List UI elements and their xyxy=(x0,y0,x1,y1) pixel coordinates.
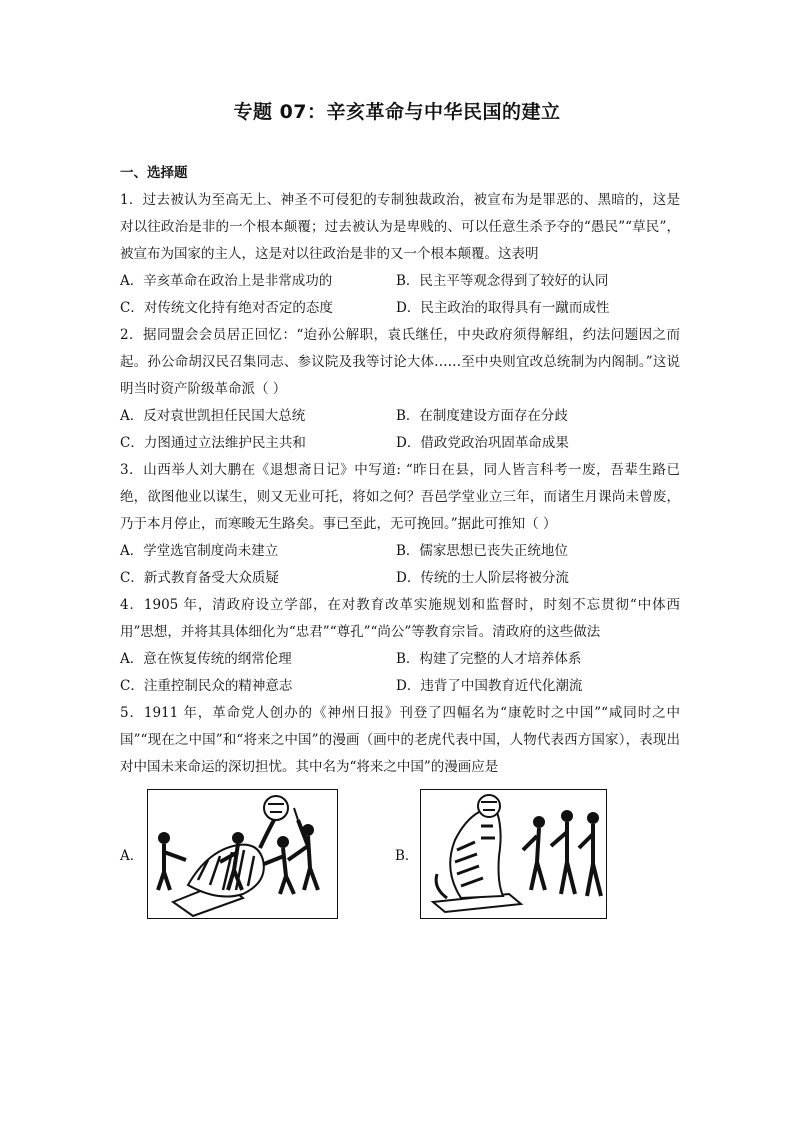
question-2 xyxy=(120,322,680,457)
question-3 xyxy=(120,457,680,592)
question-1 xyxy=(120,187,680,322)
option-b: B．民主平等观念得到了较好的认同 xyxy=(396,273,609,289)
option-group xyxy=(120,268,680,322)
option-b: B．儒家思想已丧失正统地位 xyxy=(396,543,568,559)
option-d: D．借政党政治巩固革命成果 xyxy=(396,435,569,451)
question-stem: 3．山西举人刘大鹏在《退想斋日记》中写道: “昨日在县，同人皆言科考一废，吾辈生路已绝，欲图他业以谋生，则又无业可托，将如之何？吾邑学堂业立三年，而诸生月课尚未曾废，乃于本月停止，而寒畯无生路矣。事已至此，无可挽回。”据此可推知（ ） xyxy=(120,462,680,532)
question-list xyxy=(120,160,680,945)
option-d: D．违背了中国教育近代化潮流 xyxy=(396,678,583,694)
figure-options xyxy=(120,785,680,945)
option-c: C．新式教育备受大众质疑 xyxy=(120,570,279,586)
option-c: C．注重控制民众的精神意志 xyxy=(120,678,293,694)
figure-label-a: A． xyxy=(120,848,144,864)
option-a: A．辛亥革命在政治上是非常成功的 xyxy=(120,273,333,289)
question-stem: 1．过去被认为至高无上、神圣不可侵犯的专制独裁政治，被宣布为是罪恶的、黑暗的，这是对以往政治是非的一个根本颠覆；过去被认为是卑贱的、可以任意生杀予夺的“愚民”“草民”，被宣布为国家的主人，这是对以往政治是非的又一个根本颠覆。这表明 xyxy=(120,192,680,262)
option-group xyxy=(120,403,680,457)
option-a: A．意在恢复传统的纲常伦理 xyxy=(120,651,292,667)
cartoon-a-image xyxy=(147,789,338,919)
cartoon-b-image xyxy=(420,789,607,919)
question-stem: 2．据同盟会会员居正回忆：“迨孙公解职，袁氏继任，中央政府须得解组，约法问题因之而起。孙公命胡汉民召集同志、参议院及我等讨论大体……至中央则宜改总统制为内阁制。”这说明当时资产阶级革命派（ ） xyxy=(120,327,680,397)
option-d: D．传统的士人阶层将被分流 xyxy=(396,570,569,586)
option-d: D．民主政治的取得具有一蹴而成性 xyxy=(396,300,610,316)
figure-label-b: B． xyxy=(395,848,419,864)
page-title: 专题 07：辛亥革命与中华民国的建立 xyxy=(233,101,561,123)
option-group xyxy=(120,646,680,700)
question-4 xyxy=(120,592,680,700)
option-b: B．在制度建设方面存在分歧 xyxy=(396,408,568,424)
option-a: A．学堂选官制度尚未建立 xyxy=(120,543,279,559)
question-5 xyxy=(120,700,680,945)
question-stem: 4．1905 年，清政府设立学部，在对教育改革实施规划和监督时，时刻不忘贯彻“中体西用”思想，并将其具体细化为“忠君”“尊孔”“尚公”等教育宗旨。清政府的这些做法 xyxy=(120,597,680,640)
option-a: A．反对袁世凯担任民国大总统 xyxy=(120,408,306,424)
option-c: C．力图通过立法维护民主共和 xyxy=(120,435,306,451)
question-stem: 5．1911 年，革命党人创办的《神州日报》刊登了四幅名为“康乾时之中国”“咸同时之中国”“现在之中国”和“将来之中国”的漫画（画中的老虎代表中国，人物代表西方国家），表现出对中国未来命运的深切担忧。其中名为“将来之中国”的漫画应是 xyxy=(120,705,680,775)
section-heading: 一、选择题 xyxy=(120,165,188,181)
option-group xyxy=(120,538,680,592)
option-c: C．对传统文化持有绝对否定的态度 xyxy=(120,300,333,316)
option-b: B．构建了完整的人才培养体系 xyxy=(396,651,582,667)
